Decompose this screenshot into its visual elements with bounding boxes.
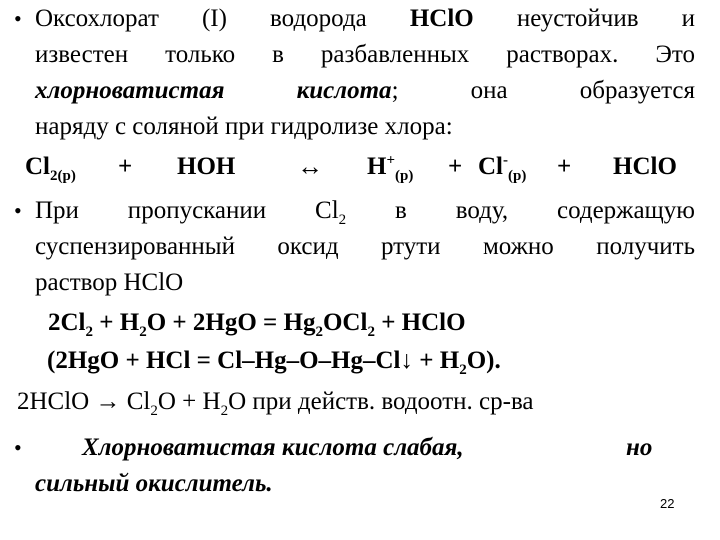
para1-line2: известен только в разбавленных растворах. Это [35, 41, 695, 68]
reaction-arrow-icon: → [95, 388, 121, 415]
eq1-plus-2: + [448, 153, 463, 180]
bullet-1: • [14, 6, 22, 31]
eq1-plus-3: + [557, 153, 572, 180]
bullet-2: • [14, 198, 22, 223]
para1-line3 [35, 76, 695, 106]
bullet-3: • [14, 435, 22, 460]
eq1-plus-1: + [118, 153, 133, 180]
equation-dehydration: 2HClO → $Cl_2O + H_2O$ при действ. водоотн. ср-ва [17, 388, 534, 419]
equilibrium-arrow-icon: ↔ [297, 152, 323, 181]
para2-line2: суспензированный оксид ртути можно получить [35, 233, 695, 260]
equation-hgo-reaction: $2Cl_2 + H_2O + 2HgO = Hg_2OCl_2$ + HClO [48, 309, 466, 340]
para1-line3-end: ; она образуется [391, 77, 695, 104]
para3-line2: сильный окислитель. [35, 470, 273, 497]
para3-line1-term: Хлорноватистая кислота слабая, [82, 434, 464, 461]
term-hypochlorous-acid: хлорноватистая кислота [35, 77, 392, 104]
eq1-h-ion: $H^+_{(р)}$ [367, 152, 414, 184]
para1-line1-text: Оксохлорат (I) водорода [35, 5, 410, 32]
eq1-hoh: HOH [177, 153, 236, 180]
para1-line1-end: неустойчив и [473, 5, 695, 32]
eq1-cl2: $Cl_{2(р)}$ [25, 153, 76, 184]
para2-line3: раствор HClO [35, 269, 184, 296]
eq1-cl-ion: $Cl^-_{(р)}$ [478, 152, 527, 184]
para1-line4: наряду с соляной при гидролизе хлора: [35, 113, 453, 140]
equation-hgcl-reaction: (2HgO + HCl = Cl–Hg–O–Hg–Cl↓ + $H_2O$). [47, 347, 501, 378]
page-number: 22 [660, 496, 675, 511]
formula-hclo: HClO [409, 5, 474, 32]
eq1-hclo: HClO [613, 153, 677, 180]
precipitate-arrow-icon: ↓ [400, 347, 413, 374]
para2-line1: При пропускании $Cl_2$ в воду, содержащую [35, 197, 695, 228]
para1-line1 [35, 4, 695, 34]
para3-line1-end: но [626, 434, 653, 461]
